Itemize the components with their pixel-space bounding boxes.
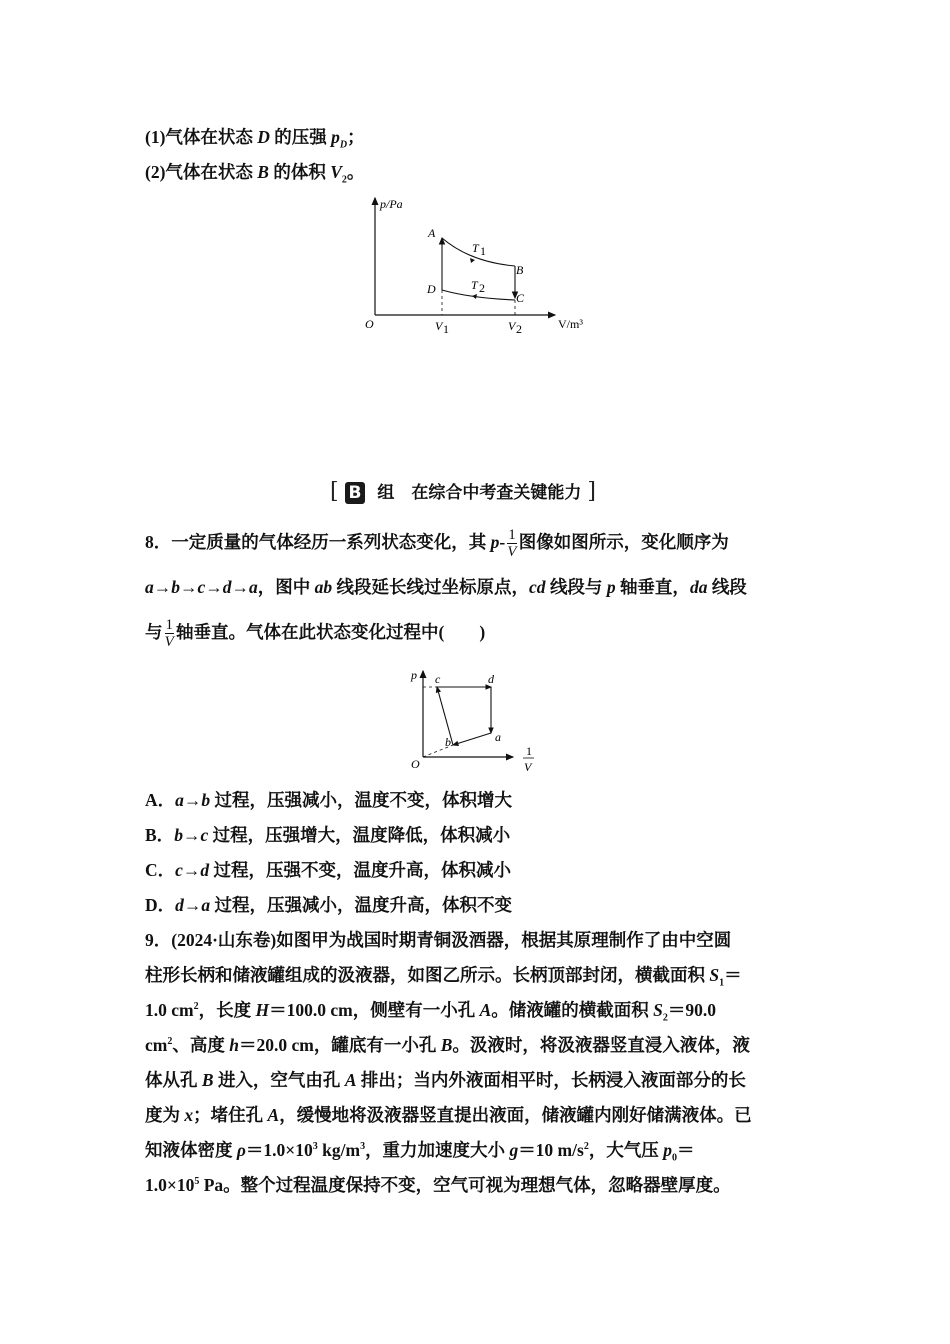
option-c[interactable]: C．c→d 过程，压强不变，温度升高，体积减小: [145, 860, 512, 880]
origin-label: O: [365, 317, 374, 331]
v2-sub: 2: [516, 322, 522, 336]
q8-line1: 8．一定质量的气体经历一系列状态变化，其 p- $\frac{1}{V}$ 图像如图所示，变化顺序为: [145, 527, 729, 560]
p-inverse-v-diagram: [395, 665, 555, 780]
arrow-t1: [470, 258, 475, 263]
q9-line5: 体从孔 B 进入，空气由孔 A 排出；当内外液面相平时，长柄浸入液面部分的长: [145, 1070, 746, 1090]
point-d-label: d: [488, 672, 494, 686]
q9-line2: 柱形长柄和储液罐组成的汲液器，如图乙所示。长柄顶部封闭，横截面积 $S_1=$: [145, 965, 742, 989]
section-heading: [330, 478, 596, 504]
point-b-label: B: [516, 263, 524, 277]
pv-diagram: [360, 190, 600, 340]
section-letter-badge: B: [345, 482, 366, 504]
point-c-label: c: [435, 672, 441, 686]
origin-label: O: [411, 757, 420, 771]
x-axis-num: 1: [526, 744, 532, 758]
y-axis-label: p: [411, 668, 417, 682]
arrow-t2: [472, 294, 477, 299]
fraction-1-over-v: $\frac{1}{V}$: [164, 617, 174, 650]
q9-line3: 1.0 $cm^2$，长度 H＝100.0 cm，侧壁有一小孔 A。储液罐的横截面积 $S_2=90.0$: [145, 1000, 717, 1024]
t1-label: T: [472, 241, 479, 255]
point-a-label: a: [495, 730, 501, 744]
q9-line7: 知液体密度 $\rho=1.0\times 10^3$ $kg/m^3$，重力加速度大小 g＝10 $m/s^2$，大气压 $p_0=$: [145, 1140, 695, 1164]
q9-line1: 9．(2024·山东卷)如图甲为战国时期青铜汲酒器，根据其原理制作了由中空圆: [145, 930, 732, 950]
x-axis-den: V: [524, 760, 532, 774]
q9-line6: 度为 x；堵住孔 A，缓慢地将汲液器竖直提出液面，储液罐内刚好储满液体。已: [145, 1105, 752, 1125]
option-b[interactable]: B．b→c 过程，压强增大，温度降低，体积减小: [145, 825, 511, 845]
bracket-close: ]: [587, 479, 596, 504]
q7-part1: (1)气体在状态 D 的压强 $p_D$；: [145, 127, 365, 151]
x-axis-label: V/m³: [558, 317, 583, 331]
v1-sub: 1: [443, 322, 449, 336]
q9-line8: $1.0\times 10^5$ Pa。整个过程温度保持不变，空气可视为理想气体，忽略器壁厚度。: [145, 1175, 731, 1195]
q9-line4: $cm^2$、高度 h＝20.0 cm，罐底有一小孔 B。汲液时，将汲液器竖直浸入液体，液: [145, 1035, 750, 1055]
option-d[interactable]: D．d→a 过程，压强减小，温度升高，体积不变: [145, 895, 513, 915]
point-a-label: A: [428, 226, 436, 240]
q8-line3: 与 $\frac{1}{V}$ 轴垂直。气体在此状态变化过程中( ): [145, 617, 486, 650]
q7-part2: (2)气体在状态 B 的体积 $V_2$。: [145, 162, 365, 186]
point-b-label: b: [445, 735, 451, 749]
fraction-1-over-v: $\frac{1}{V}$: [507, 527, 517, 560]
point-d-label: D: [427, 282, 436, 296]
segment-ab: [453, 733, 491, 745]
q8-line2: a→b→c→d→a，图中 ab 线段延长线过坐标原点，cd 线段与 p 轴垂直，da 线段: [145, 577, 747, 597]
svg-text:p/Pa: [379, 197, 403, 211]
v2-label: V: [508, 319, 516, 333]
v1-label: V: [435, 319, 443, 333]
t1-sub: 1: [480, 244, 486, 258]
bracket-open: [: [330, 479, 339, 504]
point-c-label: C: [516, 291, 525, 305]
option-a[interactable]: A．a→b 过程，压强减小，温度不变，体积增大: [145, 790, 513, 810]
section-title: 组 在综合中考查关键能力: [377, 483, 582, 503]
y-axis-var: p/Pa: [380, 197, 403, 211]
t2-label: T: [471, 278, 478, 292]
t2-sub: 2: [479, 281, 485, 295]
